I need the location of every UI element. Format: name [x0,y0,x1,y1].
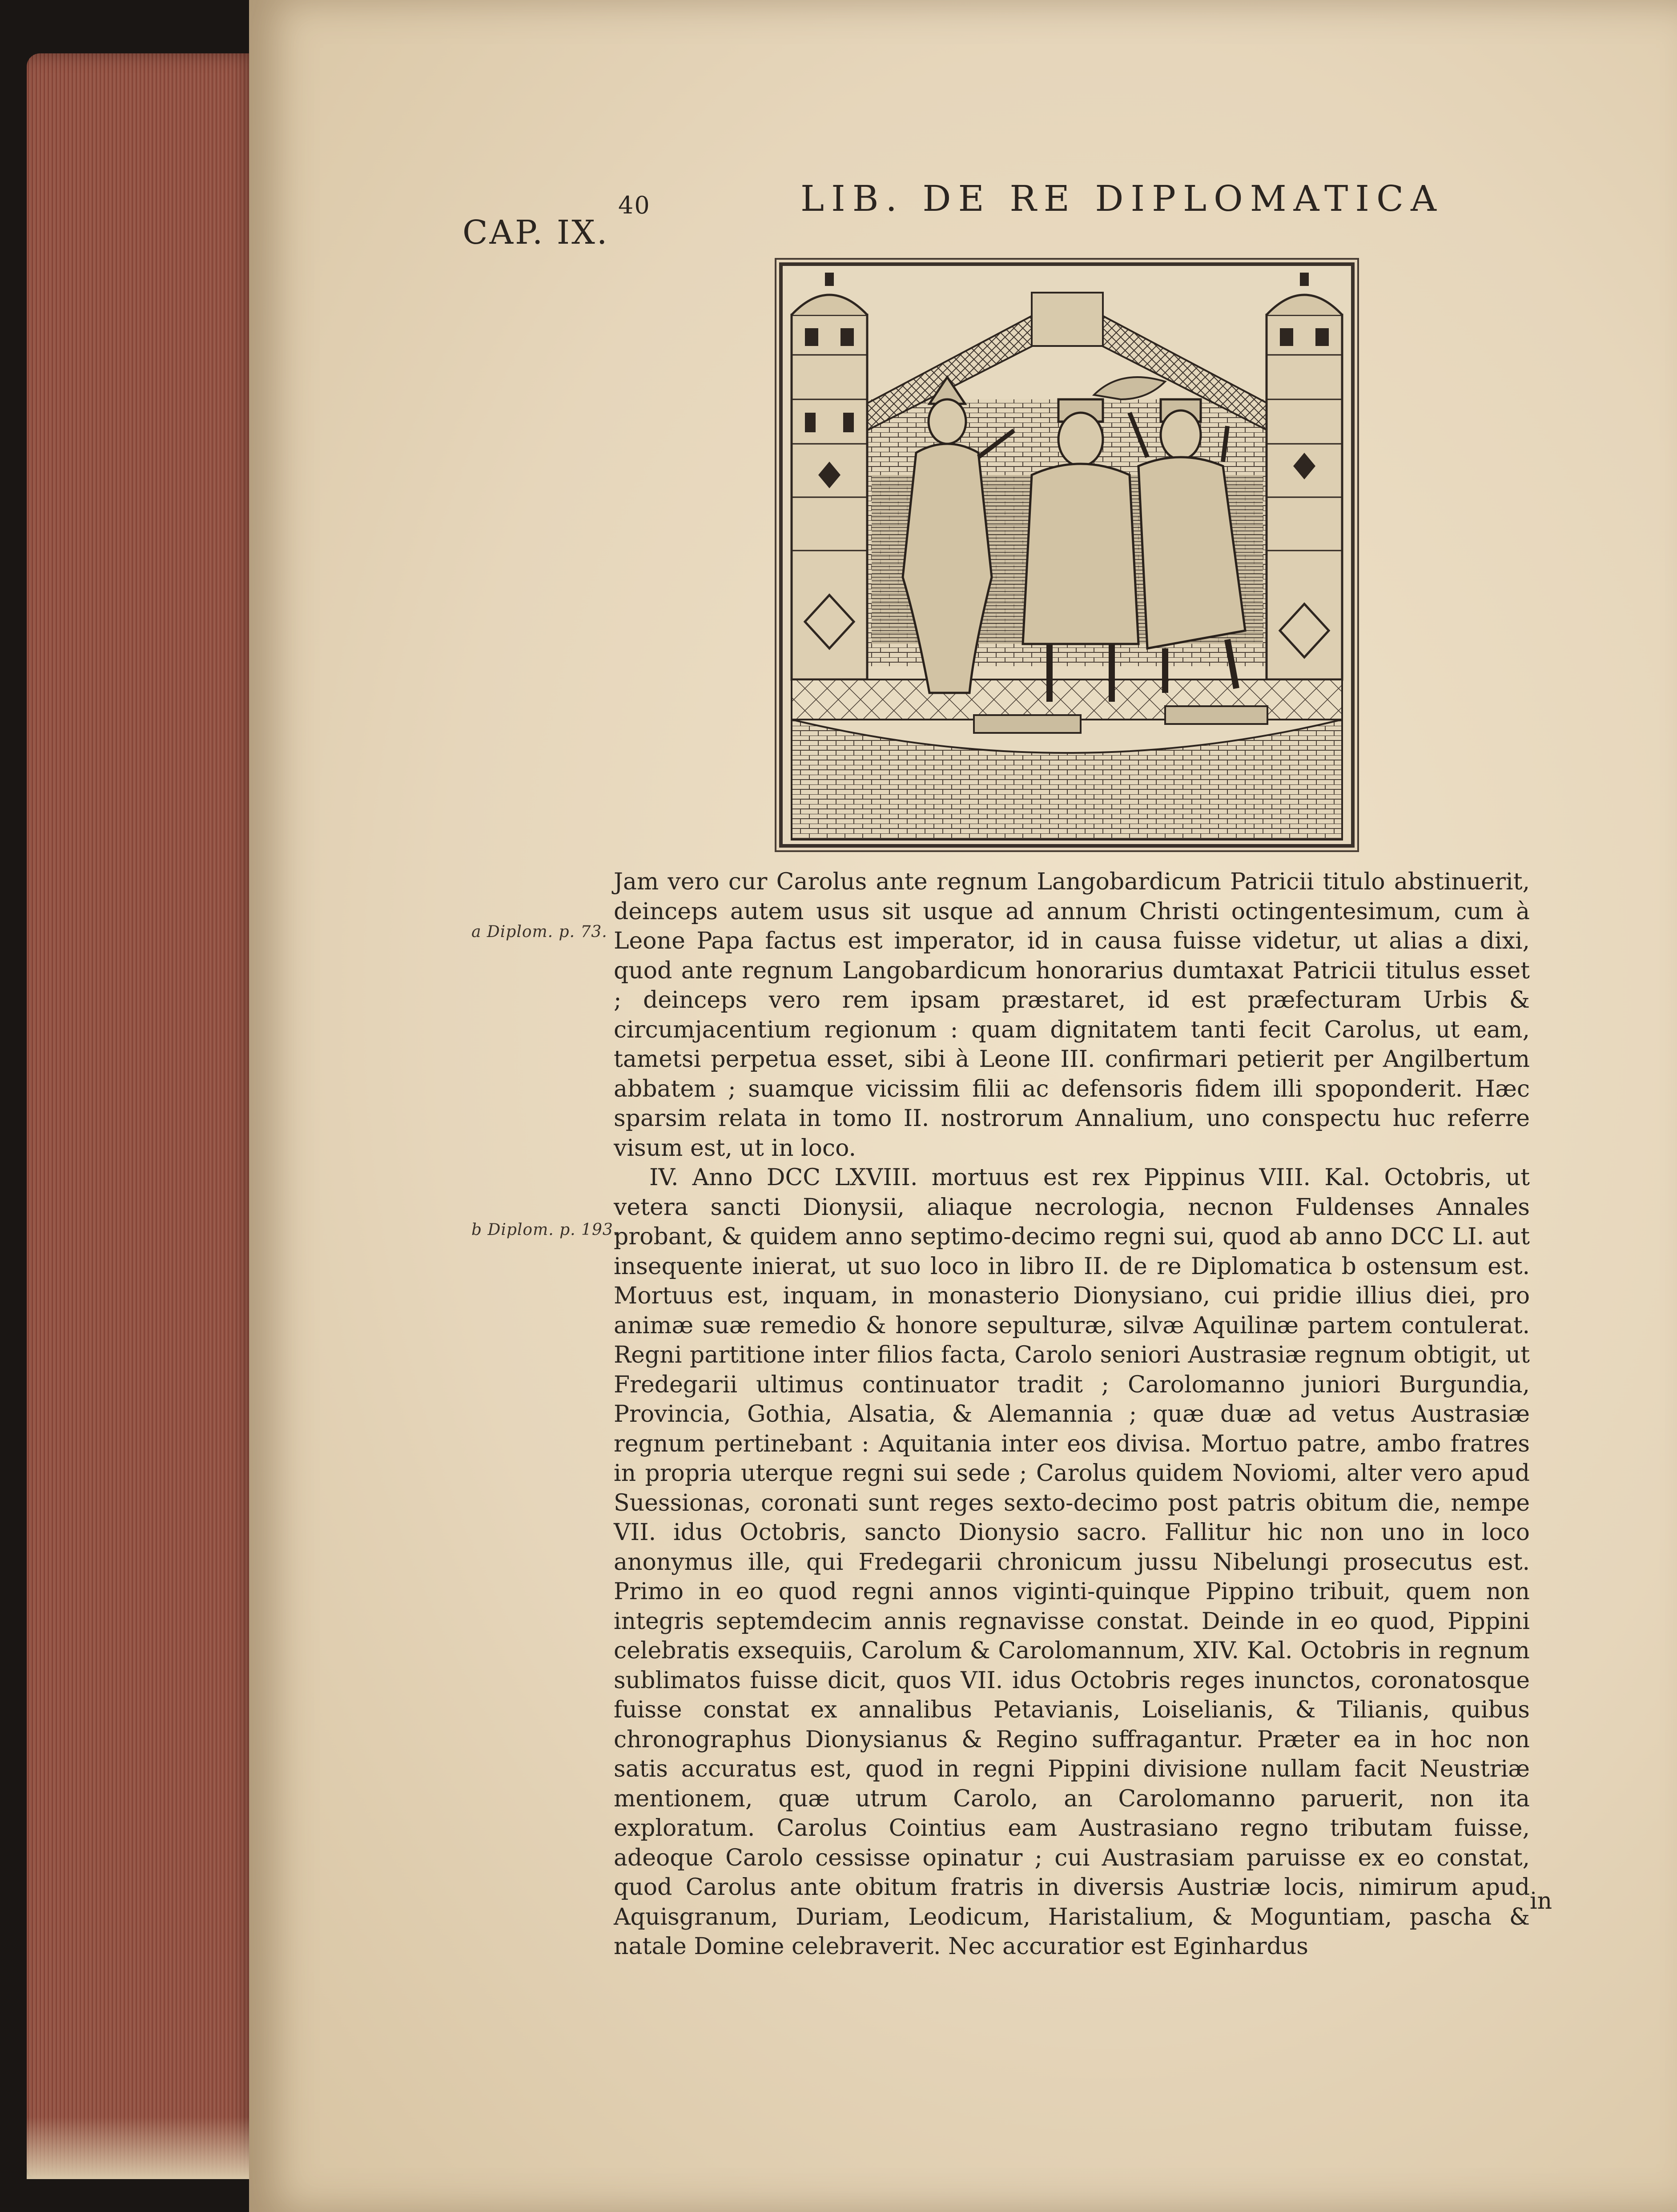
paragraph-2: IV. Anno DCC LXVIII. mortuus est rex Pippinus VIII. Kal. Octobris, ut vetera sancti Dionysii, aliaque necrologia, necnon Fuldenses Annales probant, & quidem anno septimo-decimo regni sui, quod ab anno DCC LI. aut insequente inierat, ut suo loco in libro II. de re Diplomatica b ostensum est. Mortuus est, inquam, in monasterio Dionysiano, cui pridie illius diei, pro animæ suæ remedio & honore sepulturæ, silvæ Aquilinæ partem contulerat. Regni partitione inter filios facta, Carolo seniori Austrasiæ regnum obtigit, ut Fredegarii ultimus continuator tradit ; Carolomanno juniori Burgundia, Provincia, Gothia, Alsatia, & Alemannia ; quæ duæ ad vetus Austrasiæ regnum pertinebant : Aquitania inter eos divisa. Mortuo patre, ambo fratres in propria uterque regni sui sede ; Carolus quidem Noviomi, alter vero apud Suessionas, coronati sunt reges sexto-decimo post patris obitum die, nempe VII. idus Octobris, sancto Dionysio sacro. Fallitur hic non uno in loco anonymus ille, qui Fredegarii chronicum jussu Nibelungi prosecutus est. Primo in eo quod regni annos viginti-quinque Pippino tribuit, quem non integris septemdecim annis regnavisse constat. Deinde in eo quod, Pippini celebratis exsequiis, Carolum & Carolomannum, XIV. Kal. Octobris in regnum sublimatos fuisse dicit, quos VII. idus Octobris reges inunctos, coronatosque fuisse constat ex annalibus Petavianis, Loiselianis, & Tilianis, quibus chronographus Dionysianus & Regino suffragantur. Præter ea in hoc non satis accuratus est, quod in regni Pippini divisione nullam facit Neustriæ mentionem, quæ utrum Carolo, an Carolomanno paruerit, non ita exploratum. Carolus Cointius eam Austrasiano regno tributam fuisse, adeoque Carolo cessisse opinatur ; cui Austrasiam paruisse ex eo constat, quod Carolus ante obitum fratris in diversis Austriæ locis, nimirum apud Aquisgranum, Duriam, Leodicum, Haristalium, & Moguntiam, pascha & natale Domine celebraverit. Nec accuratior est Eginhardus [614,1164,1530,1960]
engraving-drawing [783,266,1351,844]
catchword: in [1530,1888,1552,1914]
paragraph-1: Jam vero cur Carolus ante regnum Langobardicum Patricii titulo abstinuerit, deinceps autem usus sit usque ad annum Christi octingentesimum, cum à Leone Papa factus est imperator, id in causa fuisse videtur, ut alias a dixi, quod ante regnum Langobardicum honorarius dumtaxat Patricii titulus esset ; deinceps vero rem ipsam præstaret, id est præfecturam Urbis & circumjacentium regionum : quam dignitatem tanti fecit Carolus, ut eam, tametsi perpetua esset, sibi à Leone III. confirmari petierit per Angilbertum abbatem ; suamque vicissim filii ac defensoris fidem illi spoponderit. Hæc sparsim relata in tomo II. nostrorum Annalium, uno conspectu huc referre visum est, ut in loco. [614,869,1530,1162]
book-page [249,0,1677,2212]
page-edges [27,53,258,2179]
margin-note-b: b Diplom. p. 193. [471,1221,619,1239]
main-text [614,867,1530,1962]
chapter-heading: CAP. IX. [462,213,609,252]
engraving-illustration [779,262,1355,848]
margin-note-a: a Diplom. p. 73. [471,923,607,941]
running-title: LIB. DE RE DIPLOMATICA [800,178,1444,219]
page-number: 40 [618,191,651,219]
